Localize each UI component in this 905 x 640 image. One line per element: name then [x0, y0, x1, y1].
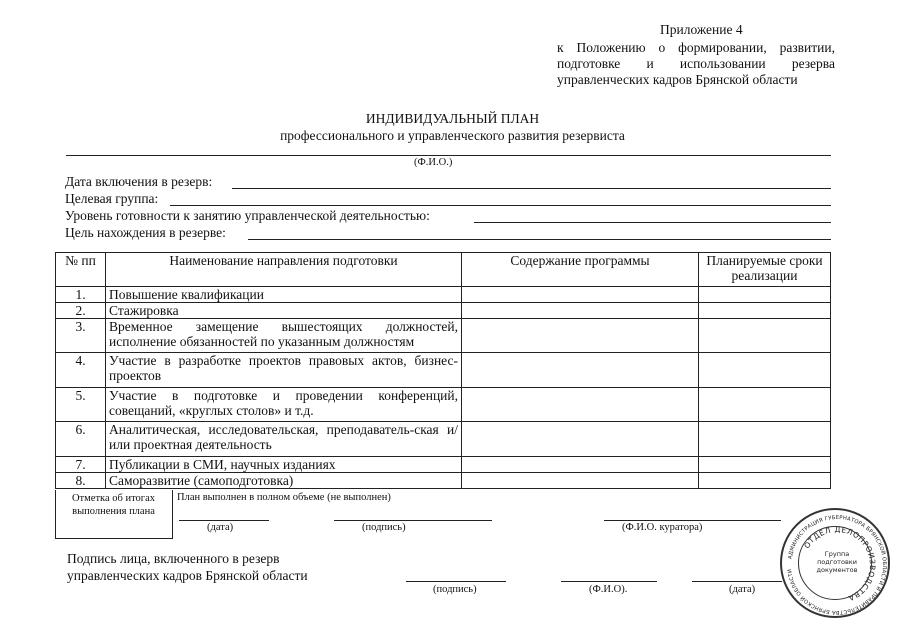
result-label: Отметка об итогах выполнения плана: [71, 493, 156, 517]
row-terms-cell[interactable]: [699, 353, 831, 388]
col-header-content: Содержание программы: [462, 253, 699, 287]
result-signature-caption: (подпись): [362, 522, 406, 533]
signature-date-caption: (дата): [729, 584, 756, 595]
row-terms-cell[interactable]: [699, 388, 831, 422]
row-number: 3.: [56, 319, 106, 353]
row-number: 1.: [56, 287, 106, 303]
row-direction: Стажировка: [106, 303, 462, 319]
curator-caption: (Ф.И.О. куратора): [622, 522, 703, 533]
document-title: ИНДИВИДУАЛЬНЫЙ ПЛАН: [365, 111, 540, 126]
row-number: 2.: [56, 303, 106, 319]
result-box-left: [55, 490, 56, 538]
office-stamp: [780, 508, 890, 618]
row-content-cell[interactable]: [462, 303, 699, 319]
signature-field[interactable]: [406, 581, 506, 582]
result-box-bottom: [55, 538, 173, 539]
signature-label-line1: Подпись лица, включенного в резерв: [67, 551, 280, 566]
signature-date-field[interactable]: [692, 581, 782, 582]
table-row: [56, 287, 831, 303]
row-direction: Саморазвитие (самоподготовка): [106, 473, 462, 489]
stamp-inner-line: документов: [816, 566, 858, 574]
table-header-row: [56, 253, 831, 287]
result-text: План выполнен в полном объеме (не выполнен): [177, 492, 391, 503]
table-row: [56, 353, 831, 388]
row-number: 5.: [56, 388, 106, 422]
row-number: 4.: [56, 353, 106, 388]
appendix-line: подготовке и использовании резерва: [557, 56, 835, 71]
signature-label-line2: управленческих кадров Брянской области: [67, 568, 308, 583]
row-content-cell[interactable]: [462, 457, 699, 473]
row-terms-cell[interactable]: [699, 422, 831, 457]
row-direction: Участие в подготовке и проведении конференций, совещаний, «круглых столов» и т.д.: [106, 388, 462, 422]
appendix-line: управленческих кадров Брянской области: [557, 72, 798, 87]
row-direction: Аналитическая, исследовательская, преподаватель-ская и/или проектная деятельность: [106, 422, 462, 457]
curator-field[interactable]: [604, 520, 781, 521]
result-date-field[interactable]: [179, 520, 269, 521]
row-direction: Публикации в СМИ, научных изданиях: [106, 457, 462, 473]
row-direction: Участие в разработке проектов правовых актов, бизнес-проектов: [106, 353, 462, 388]
row-terms-cell[interactable]: [699, 287, 831, 303]
row-terms-cell[interactable]: [699, 303, 831, 319]
result-box-divider: [172, 490, 173, 538]
row-content-cell[interactable]: [462, 319, 699, 353]
signature-caption: (подпись): [433, 584, 477, 595]
appendix-number: Приложение 4: [660, 22, 743, 37]
row-terms-cell[interactable]: [699, 473, 831, 489]
row-direction: Временное замещение вышестоящих должностей, исполнение обязанностей по указанным должностям: [106, 319, 462, 353]
table-row: [56, 422, 831, 457]
fio-underline: [66, 155, 831, 156]
row-direction: Повышение квалификации: [106, 287, 462, 303]
stamp-ring-label: ОТДЕЛ ДЕЛОПРОИЗВОДСТВА: [802, 524, 878, 603]
row-content-cell[interactable]: [462, 422, 699, 457]
signature-fio-field[interactable]: [561, 581, 657, 582]
target-group-field[interactable]: [170, 205, 831, 206]
stamp-outer-text: АДМИНИСТРАЦИЯ ГУБЕРНАТОРА БРЯНСКОЙ ОБЛАСТИ И ПРАВИТЕЛЬСТВА БРЯНСКОЙ ОБЛАСТИ: [787, 514, 888, 616]
stamp-inner-line: Группа: [824, 550, 850, 558]
row-content-cell[interactable]: [462, 388, 699, 422]
row-content-cell[interactable]: [462, 287, 699, 303]
row-terms-cell[interactable]: [699, 319, 831, 353]
row-content-cell[interactable]: [462, 353, 699, 388]
readiness-label: Уровень готовности к занятию управленческой деятельностью:: [65, 208, 430, 223]
date-included-label: Дата включения в резерв:: [65, 174, 213, 189]
table-row: [56, 319, 831, 353]
row-number: 6.: [56, 422, 106, 457]
result-signature-field[interactable]: [334, 520, 492, 521]
result-date-caption: (дата): [207, 522, 234, 533]
col-header-num: № пп: [56, 253, 106, 287]
table-row: [56, 303, 831, 319]
row-number: 7.: [56, 457, 106, 473]
row-number: 8.: [56, 473, 106, 489]
stamp-inner-text: [811, 550, 863, 574]
purpose-field[interactable]: [248, 239, 831, 240]
stamp-inner-line: подготовки: [817, 558, 857, 566]
target-group-label: Целевая группа:: [65, 191, 159, 206]
date-included-field[interactable]: [232, 188, 831, 189]
readiness-field[interactable]: [474, 222, 831, 223]
appendix-line: к Положению о формировании, развитии,: [557, 40, 835, 55]
table-row: [56, 388, 831, 422]
plan-table: [55, 252, 831, 489]
document-subtitle: профессионального и управленческого развития резервиста: [280, 128, 625, 143]
col-header-direction: Наименование направления подготовки: [106, 253, 462, 287]
purpose-label: Цель нахождения в резерве:: [65, 225, 226, 240]
table-row: [56, 457, 831, 473]
row-content-cell[interactable]: [462, 473, 699, 489]
fio-caption: (Ф.И.О.): [414, 157, 453, 168]
signature-fio-caption: (Ф.И.О).: [589, 584, 628, 595]
col-header-terms: Планируемые сроки реализации: [699, 253, 831, 287]
table-row: [56, 473, 831, 489]
row-terms-cell[interactable]: [699, 457, 831, 473]
